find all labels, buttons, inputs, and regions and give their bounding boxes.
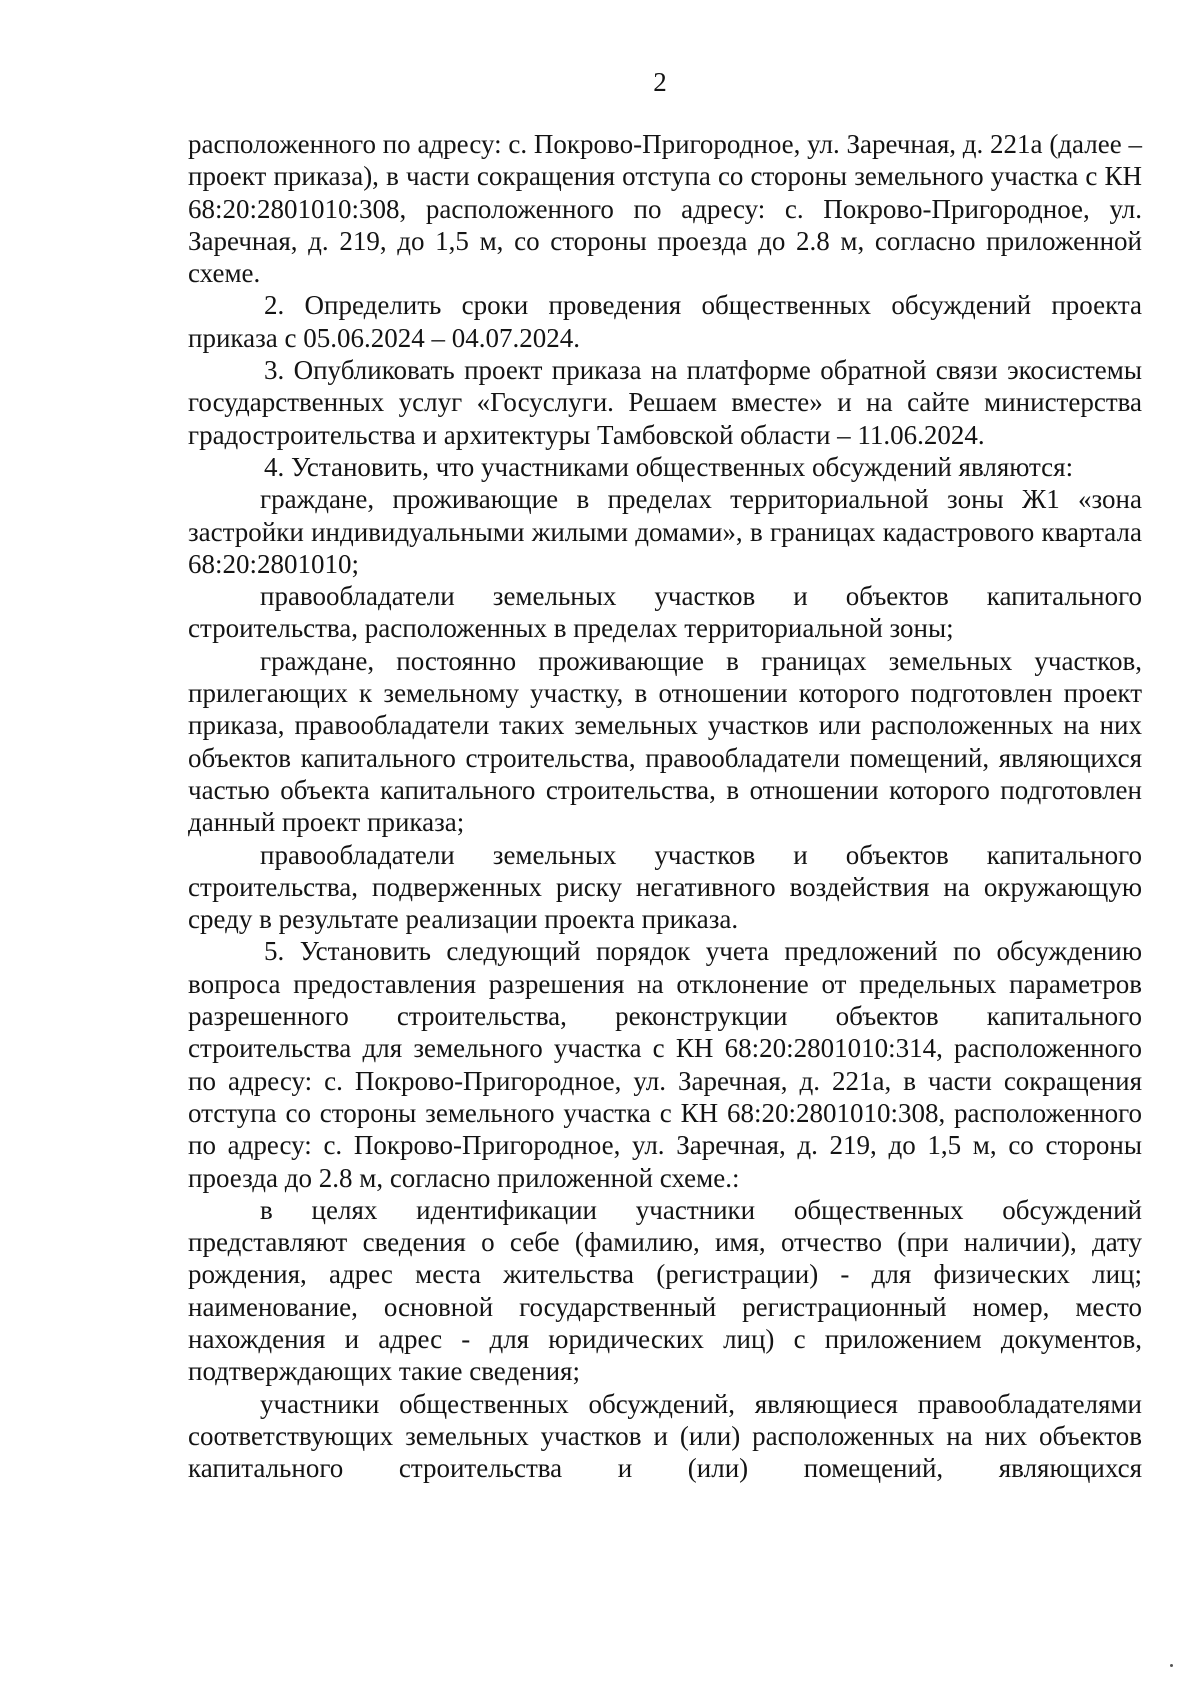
participant-group-rightholders: правообладатели земельных участков и объектов капитального строительства, расположенных в пределах территориальной зоны;	[188, 581, 1142, 644]
participant-group-adjacent: граждане, постоянно проживающие в границах земельных участков, прилегающих к земельному участку, в отношении которого подготовлен проект приказа, правообладатели таких земельных участков или расположенных на них объектов капитального строительства, правообладатели помещений, являющихся частью объекта капитального строительства, в отношении которого подготовлен данный проект приказа;	[188, 645, 1142, 838]
paragraph-item-5: 5. Установить следующий порядок учета предложений по обсуждению вопроса предоставления разрешения на отклонение от предельных параметров разрешенного строительства, реконструкции объектов капитального строительства для земельного участка с КН 68:20:2801010:314, расположенного по адресу: с. Покрово-Пригородное, ул. Заречная, д. 221а, в части сокращения отступа со стороны земельного участка с КН 68:20:2801010:308, расположенного по адресу: с. Покрово-Пригородное, ул. Заречная, д. 219, до 1,5 м, со стороны проезда до 2.8 м, согласно приложенной схеме.:	[188, 936, 1142, 1193]
paragraph-item-4: 4. Установить, что участниками общественных обсуждений являются:	[264, 451, 1074, 482]
scan-speck	[1170, 1664, 1173, 1667]
paragraph-item-2: 2. Определить сроки проведения общественных обсуждений проекта приказа с 05.06.2024 – 04.07.2024.	[188, 290, 1142, 353]
participant-group-residents: граждане, проживающие в пределах территориальной зоны Ж1 «зона застройки индивидуальными жилыми домами», в границах кадастрового квартала 68:20:2801010;	[188, 484, 1142, 579]
procedure-identification: в целях идентификации участники общественных обсуждений представляют сведения о себе (фамилию, имя, отчество (при наличии), дату рождения, адрес места жительства (регистрации) - для физических лиц; наименование, основной государственный регистрационный номер, место нахождения и адрес - для юридических лиц) с приложением документов, подтверждающих такие сведения;	[188, 1194, 1142, 1387]
participant-group-environment: правообладатели земельных участков и объектов капитального строительства, подверженных риску негативного воздействия на окружающую среду в результате реализации проекта приказа.	[188, 839, 1142, 935]
page-number: 2	[653, 67, 667, 97]
paragraph-continuation-item-1: расположенного по адресу: с. Покрово-Пригородное, ул. Заречная, д. 221а (далее – проект приказа), в части сокращения отступа со стороны земельного участка с КН 68:20:2801010:308, расположенного по адресу: с. Покрово-Пригородное, ул. Заречная, д. 219, до 1,5 м, со стороны проезда до 2.8 м, согласно приложенной схеме.	[188, 129, 1142, 289]
procedure-rightholders: участники общественных обсуждений, являющиеся правообладателями соответствующих земельных участков и (или) расположенных на них объектов капитального строительства и (или) помещений, являющихся	[188, 1388, 1142, 1484]
document-body	[188, 128, 1142, 1484]
paragraph-item-3: 3. Опубликовать проект приказа на платформе обратной связи экосистемы государственных услуг «Госуслуги. Решаем вместе» и на сайте министерства градостроительства и архитектуры Тамбовской области – 11.06.2024.	[188, 355, 1142, 450]
